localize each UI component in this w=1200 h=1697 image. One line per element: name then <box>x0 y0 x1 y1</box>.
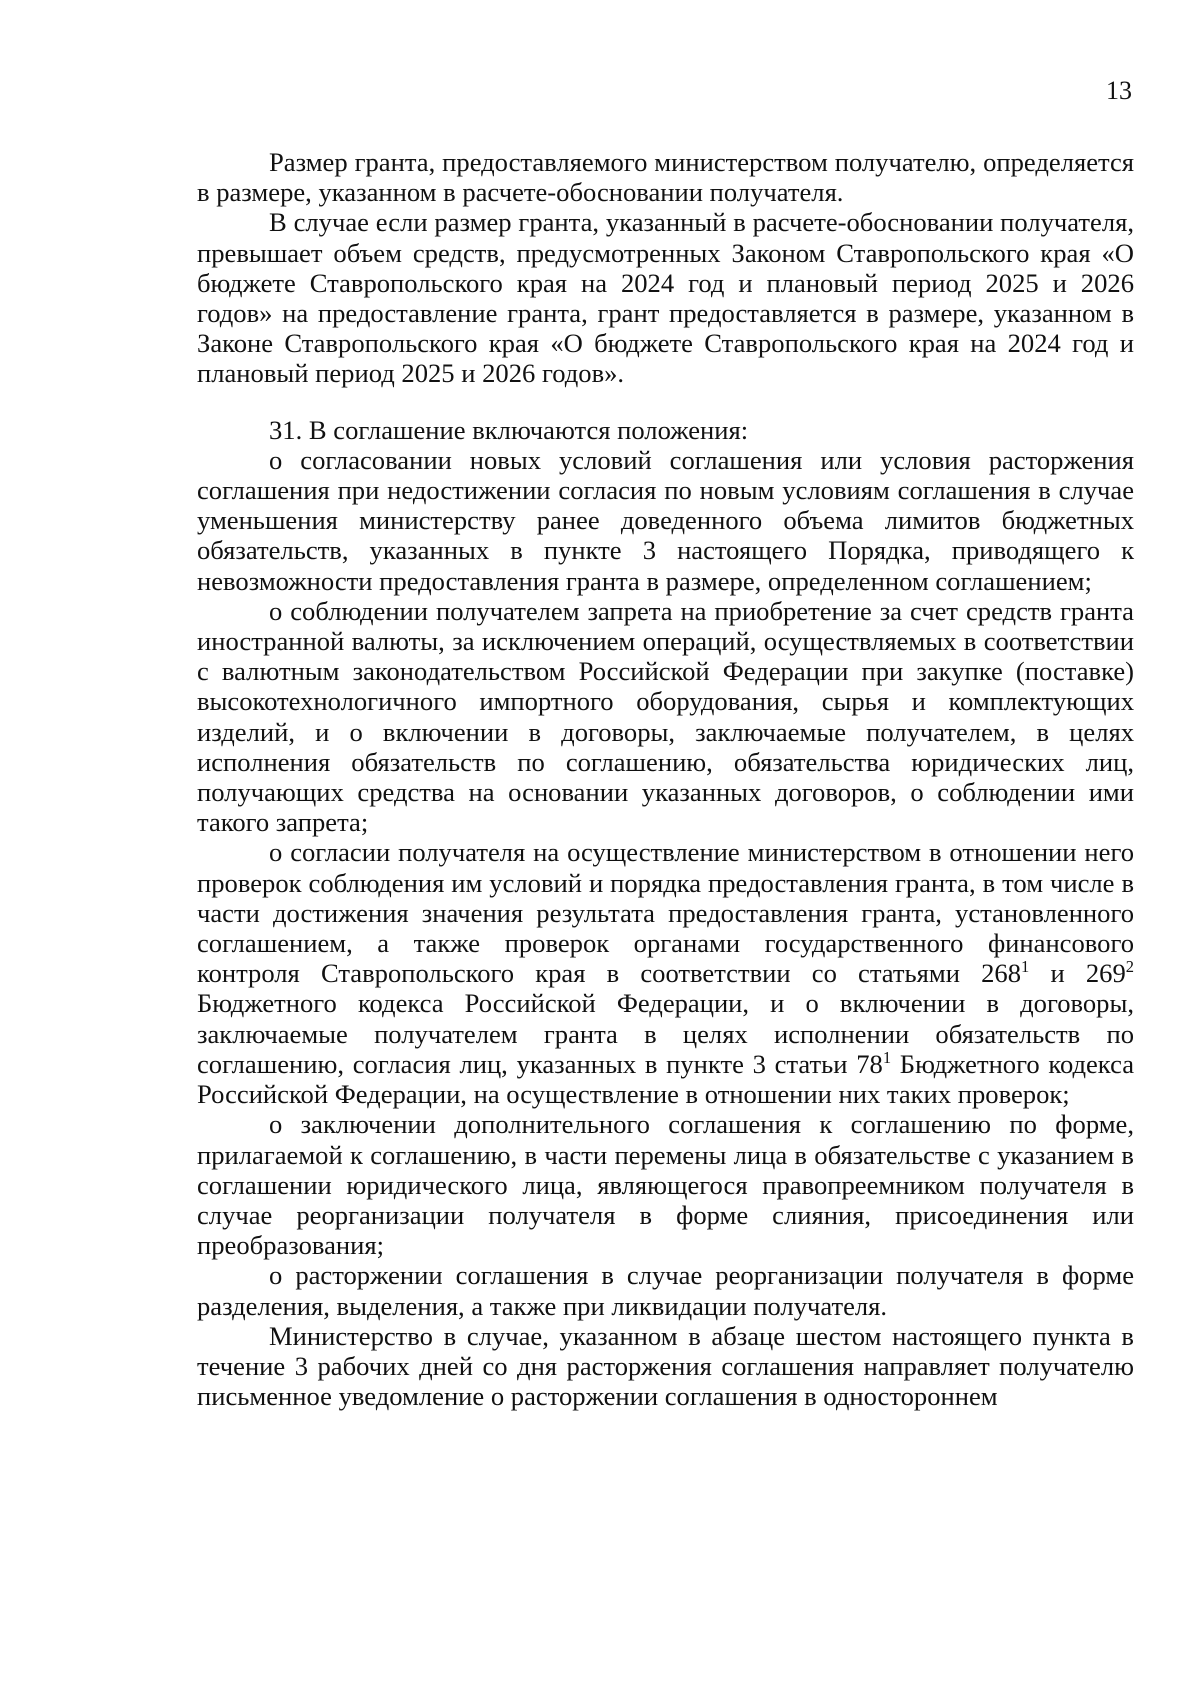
page-number: 13 <box>1106 76 1132 105</box>
paragraph-termination: о расторжении соглашения в случае реорганизации получателя в форме разделения, выделения, а также при ликвидации получателя. <box>197 1260 1134 1321</box>
paragraph-additional-agreement: о заключении дополнительного соглашения к соглашению по форме, прилагаемой к соглашению, в части перемены лица в обязательстве с указанием в соглашении юридического лица, являющегося правопреемником получателя в случае реорганизации получателя в форме слияния, присоединения или преобразования; <box>197 1109 1134 1261</box>
superscript-2: 2 <box>1125 957 1134 977</box>
paragraph-grant-excess: В случае если размер гранта, указанный в расчете-обосновании получателя, превышает объем средств, предусмотренных Законом Ставропольского края «О бюджете Ставропольского края на 2024 год и плановый период 2025 и 2026 годов» на предоставление гранта, грант предоставляется в размере, указанном в Законе Ставропольского края «О бюджете Ставропольского края на 2024 год и плановый период 2025 и 2026 годов». <box>197 207 1134 389</box>
superscript-1: 1 <box>1021 957 1030 977</box>
paragraph-section-31: 31. В соглашение включаются положения: <box>269 414 749 445</box>
paragraph-currency-ban: о соблюдении получателем запрета на приобретение за счет средств гранта иностранной валюты, за исключением операций, осуществляемых в соответствии с валютным законодательством Российской Федерации при закупке (поставке) высокотехнологичного импортного оборудования, сырья и комплектующих изделий, и о включении в договоры, заключаемые получателем, в целях исполнения обязательств по соглашению, обязательства юридических лиц, получающих средства на основании указанных договоров, о соблюдении ими такого запрета; <box>197 595 1134 838</box>
superscript-3: 1 <box>882 1047 892 1067</box>
inspections-text-part-4: Бюджетного кодекса Российской Федерации, на осуществление в отношении них таких проверок; <box>197 1048 1134 1110</box>
document-body <box>197 147 1134 1411</box>
paragraph-inspections-consent <box>197 837 1134 1109</box>
inspections-text-part-2: и 269 <box>1029 958 1126 989</box>
inspections-text-part-3: Бюджетного кодекса Российской Федерации, и о включении в договоры, заключаемые получателем гранта в целях исполнении обязательств по соглашению, согласия лиц, указанных в пункте 3 статьи 78 <box>197 988 1134 1079</box>
paragraph-new-conditions: о согласовании новых условий соглашения или условия расторжения соглашения при недостижении согласия по новым условиям соглашения в случае уменьшения министерству ранее доведенного объема лимитов бюджетных обязательств, указанных в пункте 3 настоящего Порядка, приводящего к невозможности предоставления гранта в размере, определенном соглашением; <box>197 444 1134 596</box>
inspections-text-part-1: о согласии получателя на осуществление министерством в отношении него проверок соблюдения им условий и порядка предоставления гранта, в том числе в части достижения значения результата предоставления гранта, установленного соглашением, а также проверок органами государственного финансового контроля Ставропольского края в соответствии со статьями 268 <box>197 837 1134 989</box>
paragraph-ministry-notice: Министерство в случае, указанном в абзаце шестом настоящего пункта в течение 3 рабочих дней со дня расторжения соглашения направляет получателю письменное уведомление о расторжении соглашения в одностороннем <box>197 1320 1134 1412</box>
paragraph-grant-size: Размер гранта, предоставляемого министерством получателю, определяется в размере, указанном в расчете-обосновании получателя. <box>197 147 1134 208</box>
